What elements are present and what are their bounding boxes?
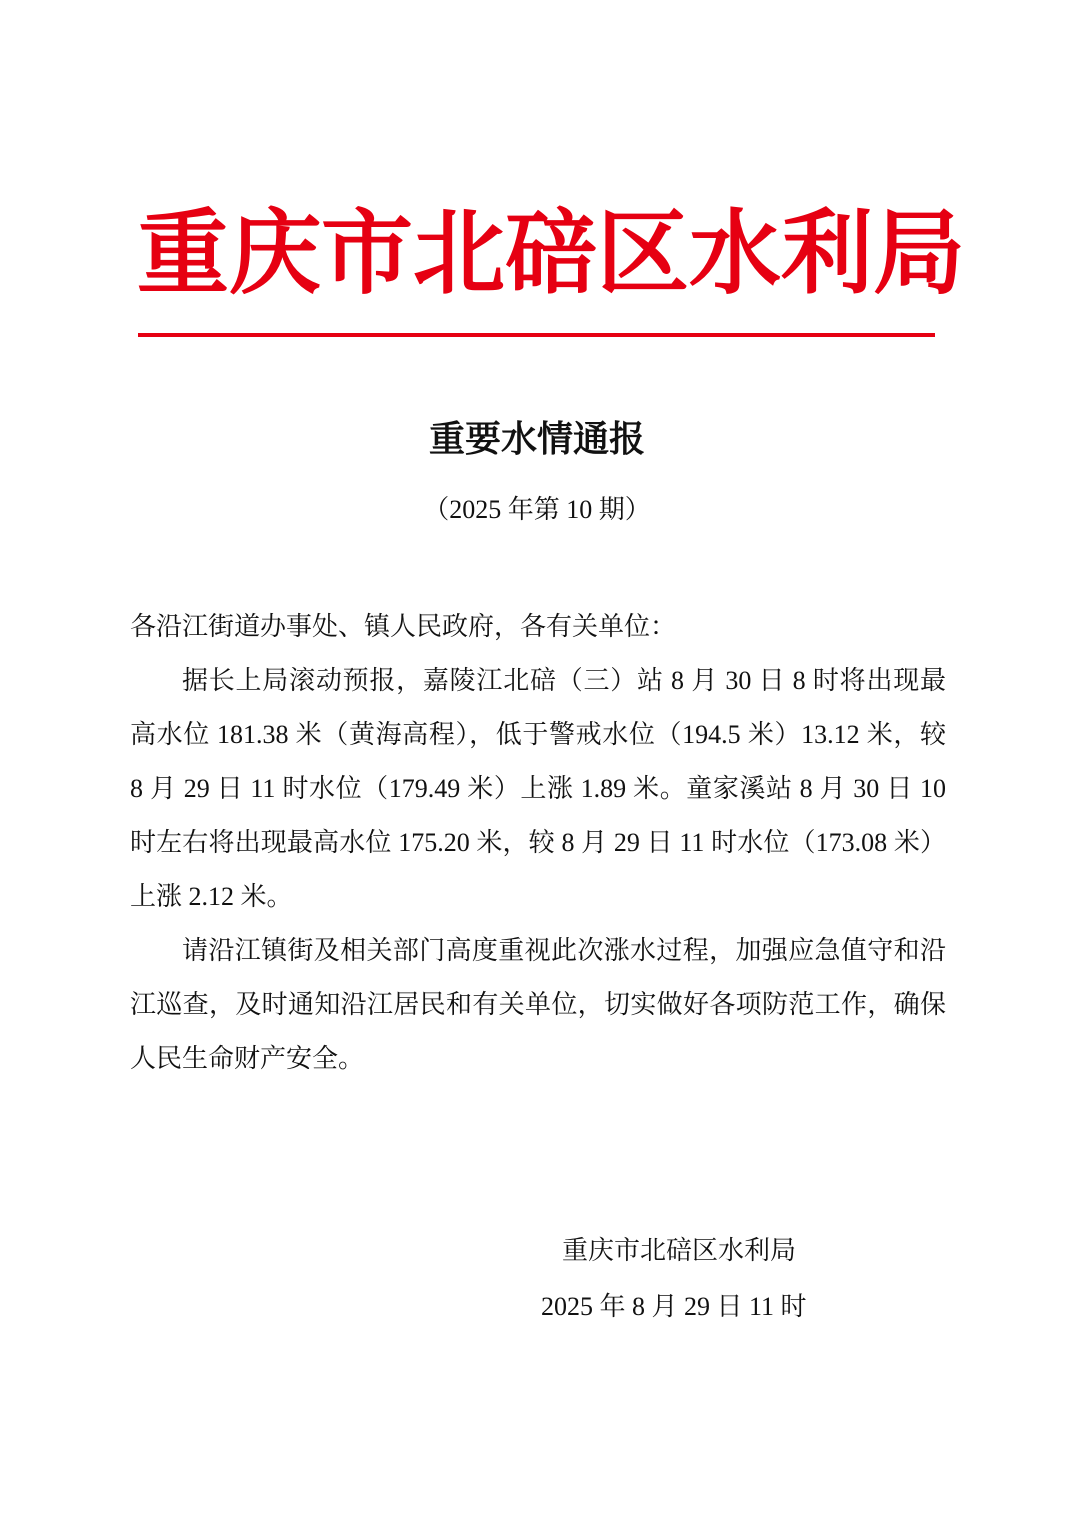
masthead-red-rule [138,333,935,337]
masthead-issuer: 重庆市北碚区水利局 [137,199,966,307]
document-issue-number: （2025 年第 10 期） [423,495,651,524]
paragraph-instructions: 请沿江镇街及相关部门高度重视此次涨水过程，加强应急值守和沿江巡查，及时通知沿江居民和有关单位，切实做好各项防范工作，确保人民生命财产安全。 [130,936,946,1073]
paragraph-water-forecast: 据长上局滚动预报，嘉陵江北碚（三）站 8 月 30 日 8 时将出现最高水位 181.38 米（黄海高程），低于警戒水位（194.5 米）13.12 米，较 8 月 29 日 11 时水位（179.49 米）上涨 1.89 米。童家溪站 8 月 30 日 10 时左右将出现最高水位 175.20 米，较 8 月 29 日 11 时水位（173.08 米）上涨 2.12 米。 [130,666,946,911]
salutation: 各沿江街道办事处、镇人民政府，各有关单位： [130,612,677,641]
signature-date: 2025 年 8 月 29 日 11 时 [541,1292,807,1321]
document-title: 重要水情通报 [428,418,645,460]
document-body [130,600,946,1086]
signature-organization: 重庆市北碚区水利局 [562,1236,797,1265]
